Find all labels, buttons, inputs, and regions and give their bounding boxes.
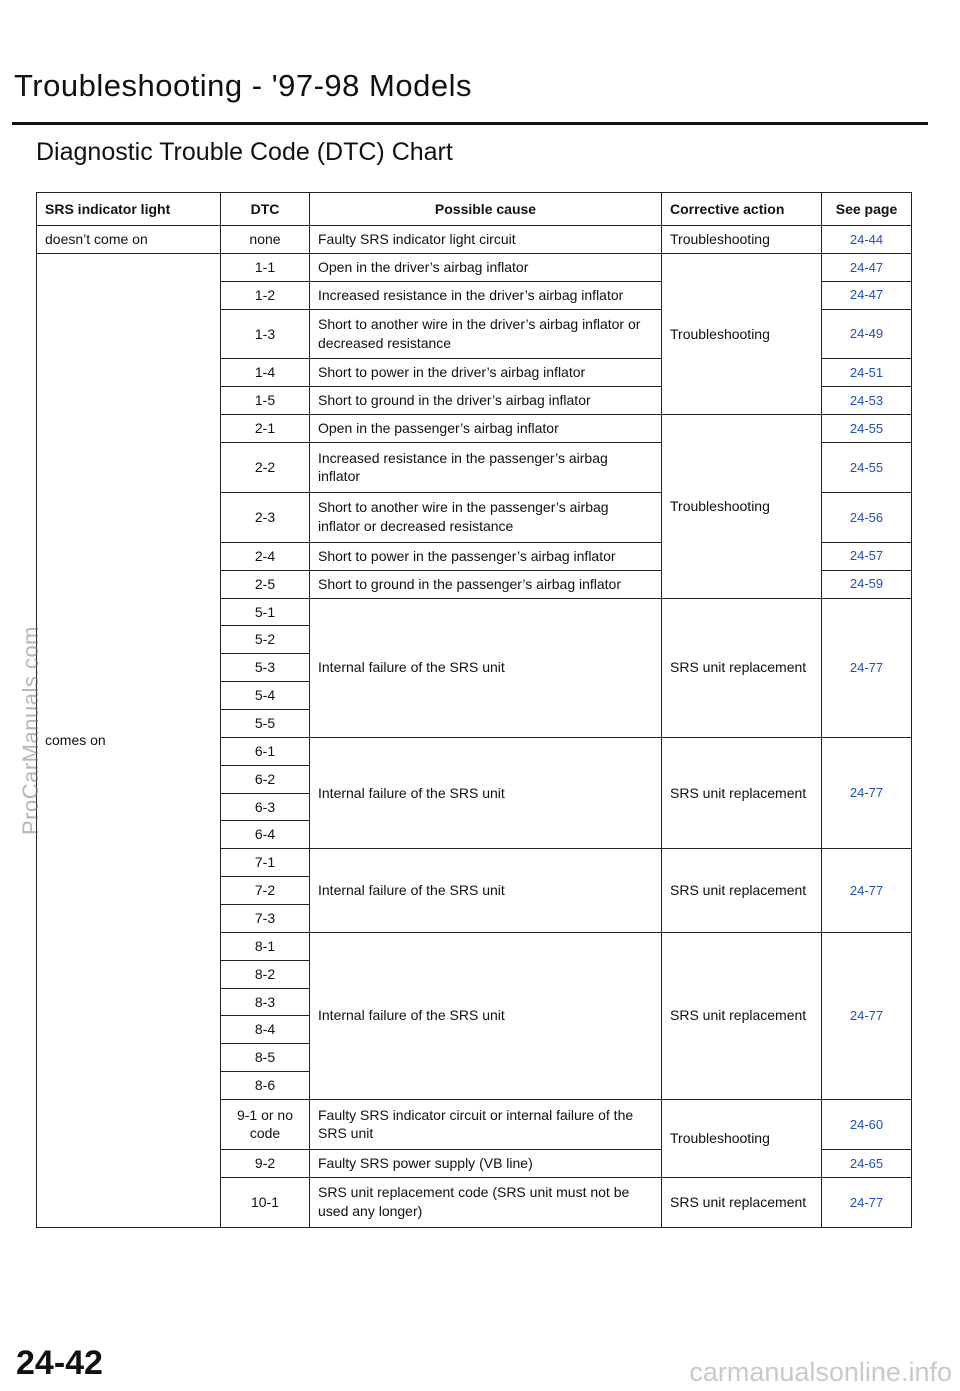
dtc-code: 5-4: [221, 682, 310, 710]
dtc-code: 6-1: [221, 737, 310, 765]
dtc-code: 8-6: [221, 1072, 310, 1100]
dtc-code: 1-2: [221, 281, 310, 309]
header-dtc: DTC: [221, 193, 310, 226]
watermark-text: ProCarManuals.com: [18, 625, 43, 835]
see-page: 24-44: [822, 226, 912, 254]
corrective-action: SRS unit replacement: [662, 932, 822, 1099]
page-number: 24-42: [16, 1344, 103, 1382]
dtc-code: 1-5: [221, 387, 310, 415]
dtc-code: 6-3: [221, 793, 310, 821]
possible-cause: Internal failure of the SRS unit: [310, 598, 662, 737]
dtc-code: 6-2: [221, 765, 310, 793]
header-see-page: See page: [822, 193, 912, 226]
dtc-code: 1-3: [221, 309, 310, 359]
see-page: 24-47: [822, 253, 912, 281]
dtc-code: 6-4: [221, 821, 310, 849]
possible-cause: Faulty SRS indicator light circuit: [310, 226, 662, 254]
possible-cause: Internal failure of the SRS unit: [310, 849, 662, 933]
light-doesnt-come-on: doesn’t come on: [37, 226, 221, 254]
possible-cause: Increased resistance in the passenger’s airbag inflator: [310, 443, 662, 493]
dtc-code: 5-1: [221, 598, 310, 626]
corrective-action: SRS unit replacement: [662, 598, 822, 737]
dtc-code: 2-4: [221, 542, 310, 570]
dtc-code: 9-2: [221, 1149, 310, 1177]
dtc-code: 2-5: [221, 570, 310, 598]
dtc-code: 5-2: [221, 626, 310, 654]
see-page: 24-77: [822, 737, 912, 848]
see-page: 24-55: [822, 415, 912, 443]
dtc-code: 8-2: [221, 960, 310, 988]
dtc-code: 10-1: [221, 1177, 310, 1227]
dtc-code: 8-4: [221, 1016, 310, 1044]
possible-cause: Short to another wire in the driver’s airbag inflator or decreased resistance: [310, 309, 662, 359]
dtc-chart-table: [36, 192, 912, 1228]
see-page: 24-77: [822, 1177, 912, 1227]
see-page: 24-60: [822, 1100, 912, 1150]
possible-cause: Short to another wire in the passenger’s airbag inflator or decreased resistance: [310, 492, 662, 542]
possible-cause: Increased resistance in the driver’s airbag inflator: [310, 281, 662, 309]
possible-cause: Internal failure of the SRS unit: [310, 737, 662, 848]
see-page: 24-57: [822, 542, 912, 570]
dtc-code: 7-3: [221, 905, 310, 933]
dtc-code: 1-4: [221, 359, 310, 387]
title-rule: [12, 122, 928, 125]
dtc-code: 2-1: [221, 415, 310, 443]
dtc-code: 2-3: [221, 492, 310, 542]
possible-cause: Faulty SRS indicator circuit or internal failure of the SRS unit: [310, 1100, 662, 1150]
see-page: 24-47: [822, 281, 912, 309]
possible-cause: Short to power in the passenger’s airbag inflator: [310, 542, 662, 570]
possible-cause: Short to ground in the passenger’s airbag inflator: [310, 570, 662, 598]
dtc-code: 7-2: [221, 877, 310, 905]
dtc-code: none: [221, 226, 310, 254]
see-page: 24-59: [822, 570, 912, 598]
corrective-action: Troubleshooting: [662, 226, 822, 254]
possible-cause: Faulty SRS power supply (VB line): [310, 1149, 662, 1177]
header-possible-cause: Possible cause: [310, 193, 662, 226]
possible-cause: Open in the passenger’s airbag inflator: [310, 415, 662, 443]
corrective-action: Troubleshooting: [662, 253, 822, 414]
dtc-code: 1-1: [221, 253, 310, 281]
corrective-action: SRS unit replacement: [662, 737, 822, 848]
light-comes-on: comes on: [37, 253, 221, 1227]
corrective-action: SRS unit replacement: [662, 849, 822, 933]
see-page: 24-51: [822, 359, 912, 387]
see-page: 24-65: [822, 1149, 912, 1177]
see-page: 24-77: [822, 932, 912, 1099]
possible-cause: Short to ground in the driver’s airbag inflator: [310, 387, 662, 415]
dtc-code: 8-1: [221, 932, 310, 960]
see-page: 24-53: [822, 387, 912, 415]
page-title: Troubleshooting - '97-98 Models: [14, 68, 472, 103]
header-srs-indicator-light: SRS indicator light: [37, 193, 221, 226]
possible-cause: Short to power in the driver’s airbag inflator: [310, 359, 662, 387]
corrective-action: Troubleshooting: [662, 415, 822, 598]
see-page: 24-55: [822, 443, 912, 493]
possible-cause: SRS unit replacement code (SRS unit must not be used any longer): [310, 1177, 662, 1227]
header-corrective-action: Corrective action: [662, 193, 822, 226]
see-page: 24-56: [822, 492, 912, 542]
table-header-row: [37, 193, 912, 226]
chart-subtitle: Diagnostic Trouble Code (DTC) Chart: [36, 138, 453, 166]
see-page: 24-49: [822, 309, 912, 359]
dtc-code: 2-2: [221, 443, 310, 493]
table-row: [37, 226, 912, 254]
dtc-code: 9-1 or no code: [221, 1100, 310, 1150]
dtc-code: 5-3: [221, 654, 310, 682]
footer-site: carmanualsonline.info: [689, 1357, 952, 1387]
dtc-code: 7-1: [221, 849, 310, 877]
see-page: 24-77: [822, 598, 912, 737]
corrective-action: Troubleshooting: [662, 1100, 822, 1178]
possible-cause: Internal failure of the SRS unit: [310, 932, 662, 1099]
corrective-action: SRS unit replacement: [662, 1177, 822, 1227]
table-row: [37, 253, 912, 281]
dtc-code: 5-5: [221, 709, 310, 737]
dtc-code: 8-3: [221, 988, 310, 1016]
dtc-code: 8-5: [221, 1044, 310, 1072]
possible-cause: Open in the driver’s airbag inflator: [310, 253, 662, 281]
see-page: 24-77: [822, 849, 912, 933]
